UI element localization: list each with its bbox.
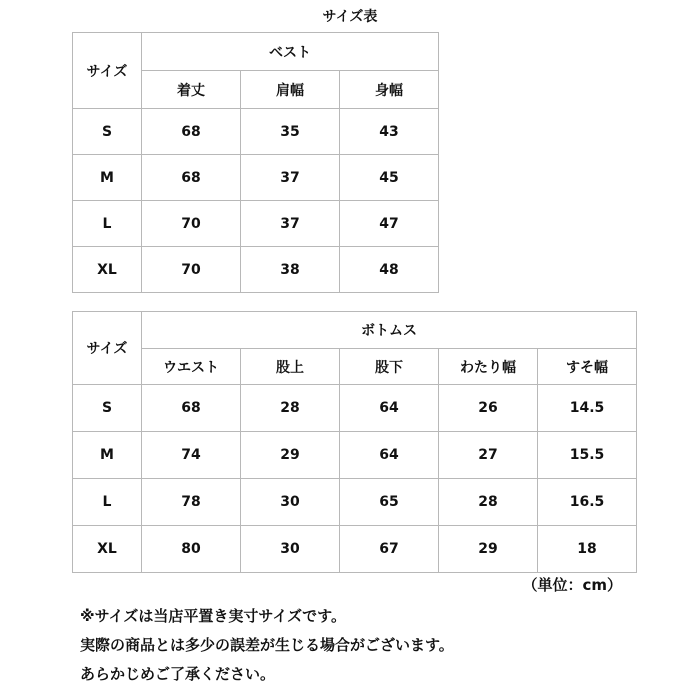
column-header-shoulder: 肩幅 [241, 71, 340, 109]
value-cell: 45 [340, 155, 439, 201]
value-cell: 67 [340, 526, 439, 573]
size-cell: M [73, 432, 142, 479]
table-row [73, 385, 637, 432]
bottoms-size-table [72, 311, 637, 573]
value-cell: 78 [142, 479, 241, 526]
value-cell: 28 [241, 385, 340, 432]
note-line: ※サイズは当店平置き実寸サイズです。 [80, 607, 346, 625]
notes [80, 602, 454, 689]
column-header-length: 着丈 [142, 71, 241, 109]
value-cell: 14.5 [538, 385, 637, 432]
size-cell: S [73, 385, 142, 432]
vest-group-header: ベスト [142, 33, 439, 71]
column-header-rise: 股上 [241, 349, 340, 385]
table-row [73, 479, 637, 526]
value-cell: 48 [340, 247, 439, 293]
value-cell: 70 [142, 247, 241, 293]
column-header-hem: すそ幅 [538, 349, 637, 385]
unit-note: （単位：cm） [522, 576, 622, 594]
value-cell: 35 [241, 109, 340, 155]
value-cell: 80 [142, 526, 241, 573]
value-cell: 29 [439, 526, 538, 573]
table-row [73, 201, 439, 247]
table-row [73, 109, 439, 155]
value-cell: 37 [241, 155, 340, 201]
table-row [73, 526, 637, 573]
value-cell: 64 [340, 385, 439, 432]
value-cell: 29 [241, 432, 340, 479]
value-cell: 27 [439, 432, 538, 479]
value-cell: 68 [142, 155, 241, 201]
value-cell: 43 [340, 109, 439, 155]
value-cell: 15.5 [538, 432, 637, 479]
bottoms-group-header: ボトムス [142, 312, 637, 349]
value-cell: 26 [439, 385, 538, 432]
size-cell: XL [73, 526, 142, 573]
value-cell: 37 [241, 201, 340, 247]
size-header: サイズ [73, 33, 142, 109]
column-header-inseam: 股下 [340, 349, 439, 385]
column-header-chest: 身幅 [340, 71, 439, 109]
size-cell: L [73, 201, 142, 247]
vest-size-table [72, 32, 439, 293]
size-cell: S [73, 109, 142, 155]
note-line: あらかじめご了承ください。 [80, 665, 276, 683]
value-cell: 47 [340, 201, 439, 247]
size-cell: M [73, 155, 142, 201]
value-cell: 16.5 [538, 479, 637, 526]
value-cell: 70 [142, 201, 241, 247]
value-cell: 74 [142, 432, 241, 479]
note-line: 実際の商品とは多少の誤差が生じる場合がございます。 [80, 636, 454, 654]
size-cell: L [73, 479, 142, 526]
table-row [73, 155, 439, 201]
size-header: サイズ [73, 312, 142, 385]
column-header-thigh: わたり幅 [439, 349, 538, 385]
value-cell: 30 [241, 479, 340, 526]
value-cell: 68 [142, 385, 241, 432]
value-cell: 64 [340, 432, 439, 479]
table-row [73, 432, 637, 479]
value-cell: 68 [142, 109, 241, 155]
value-cell: 65 [340, 479, 439, 526]
table-row [73, 247, 439, 293]
page-title: サイズ表 [322, 9, 378, 25]
size-cell: XL [73, 247, 142, 293]
column-header-waist: ウエスト [142, 349, 241, 385]
value-cell: 18 [538, 526, 637, 573]
value-cell: 30 [241, 526, 340, 573]
value-cell: 28 [439, 479, 538, 526]
value-cell: 38 [241, 247, 340, 293]
